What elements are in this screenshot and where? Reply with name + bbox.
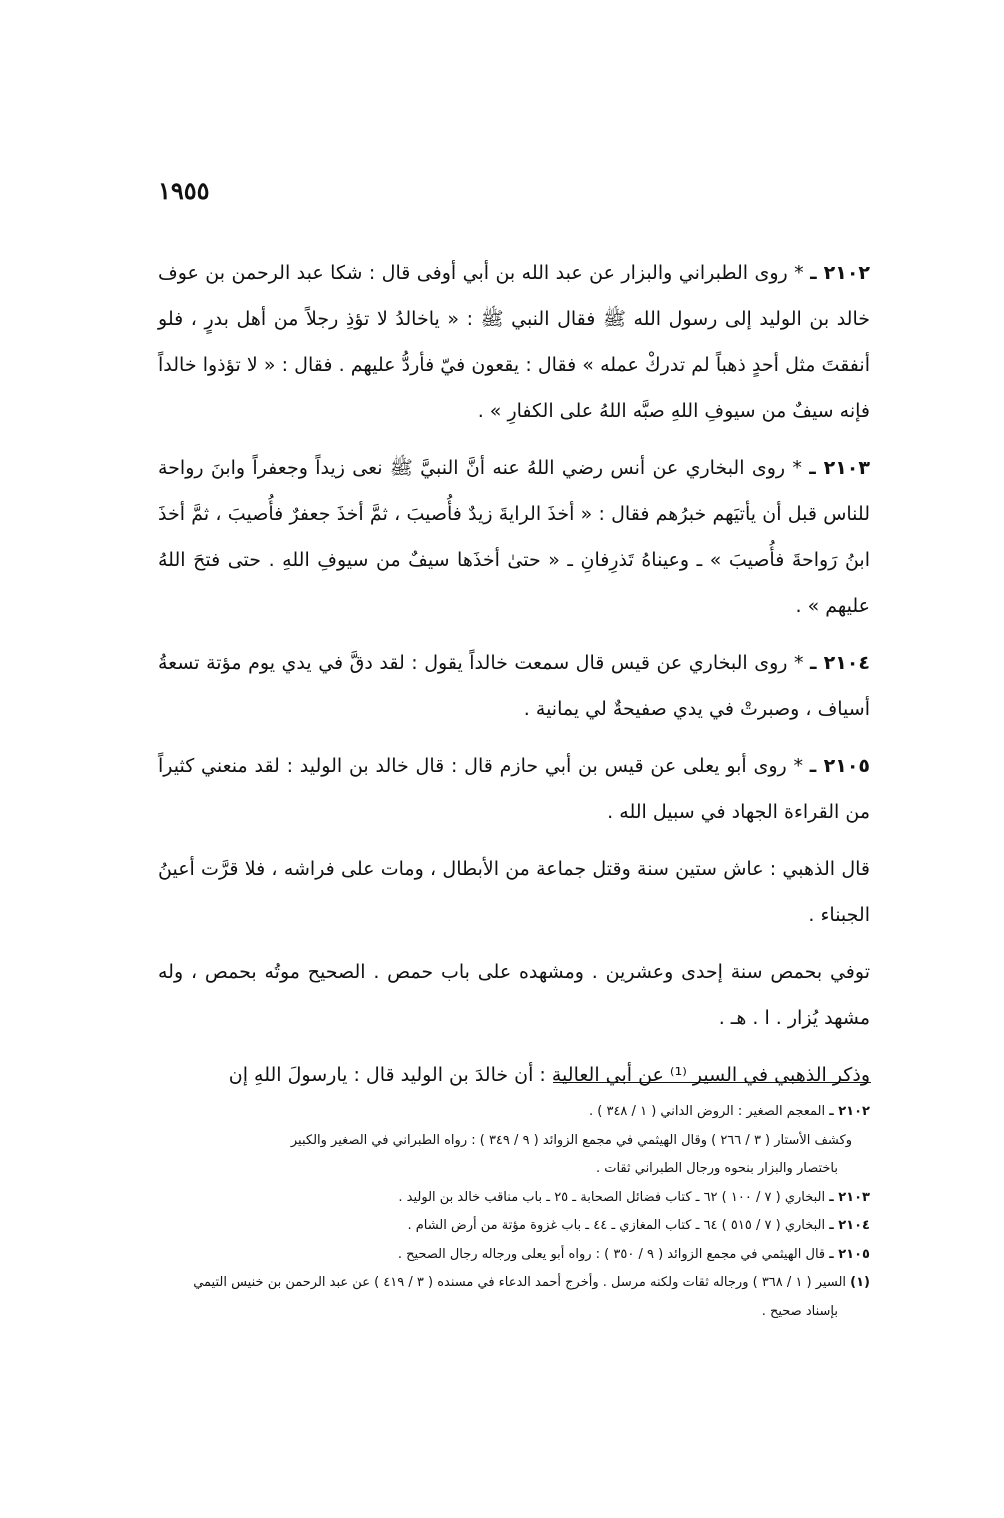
- footnote: [158, 1241, 870, 1270]
- hadith-text: * روى البخاري عن أنس رضي اللهُ عنه أنَّ النبيَّ ﷺ نعى زيداً وجعفراً وابنَ رواحة للناس قبل أن يأتيَهم خبرُهم فقال : « أخذَ الرايةَ زيدٌ فأُصيبَ ، ثمَّ أخذَ جعفرٌ فأُصيبَ ، ثمَّ أخذَ ابنُ رَواحةَ فأُصيبَ » ـ وعيناهُ تَذرِفانِ ـ « حتىٰ أخذَها سيفٌ من سيوفِ اللهِ . حتى فتحَ اللهُ عليهم » .: [158, 457, 870, 617]
- footnote: [158, 1269, 870, 1326]
- footnote-separator: [553, 1082, 871, 1083]
- hadith-text: * روى أبو يعلى عن قيس بن أبي حازم قال : قال خالد بن الوليد : لقد منعني كثيراً من القراءة الجهاد في سبيل الله .: [158, 755, 870, 823]
- main-text: [158, 250, 870, 1109]
- commentary-paragraph: [158, 846, 870, 938]
- commentary-paragraph: [158, 949, 870, 1041]
- hadith-paragraph: [158, 445, 870, 629]
- hadith-number: ٢١٠٥ ـ: [809, 755, 871, 777]
- page-number: ١٩٥٥: [158, 176, 210, 205]
- paragraph-text: وذكر الذهبي في السير ⁽¹⁾ عن أبي العالية : أن خالدَ بن الوليد قال : يارسولَ اللهِ إن: [228, 1064, 870, 1086]
- footnote-text: البخاري ( ٧ / ٥١٥ ) ٦٤ ـ كتاب المغازي ـ ٤٤ ـ باب غزوة مؤتة من أرض الشام .: [407, 1218, 830, 1233]
- footnote: [158, 1184, 870, 1213]
- hadith-number: ٢١٠٣ ـ: [809, 457, 870, 479]
- hadith-text: * روى البخاري عن قيس قال سمعت خالداً يقول : لقد دقَّ في يدي يوم مؤتة تسعةُ أسياف ، وصبرتْ في يدي صفيحةٌ لي يمانية .: [158, 652, 870, 720]
- hadith-text: * روى الطبراني والبزار عن عبد الله بن أبي أوفى قال : شكا عبد الرحمن بن عوف خالد بن الوليد إلى رسول الله ﷺ فقال النبي ﷺ : « ياخالدُ لا تؤذِ رجلاً من أهل بدرٍ ، فلو أنفقتَ مثل أحدٍ ذهباً لم تدركْ عمله » فقال : يقعون فيّ فأردُّ عليهم . فقال : « لا تؤذوا خالداً فإنه سيفٌ من سيوفِ اللهِ صبَّه اللهُ على الكفارِ » .: [158, 262, 870, 422]
- footnote: [158, 1212, 870, 1241]
- footnote-number: ٢١٠٥ ـ: [829, 1246, 870, 1262]
- footnotes: [158, 1098, 870, 1326]
- footnote-text: قال الهيثمي في مجمع الزوائد ( ٩ / ٣٥٠ ) : رواه أبو يعلى ورجاله رجال الصحيح .: [397, 1246, 830, 1262]
- commentary-paragraph: [158, 1052, 870, 1098]
- footnote-text: السير ( ١ / ٣٦٨ ) ورجاله ثقات ولكنه مرسل . وأخرج أحمد الدعاء في مسنده ( ٣ / ٤١٩ ) عن عبد الرحمن بن خنيس التيمي بإسناد صحيح .: [193, 1275, 851, 1319]
- hadith-number: ٢١٠٤ ـ: [810, 652, 870, 674]
- footnote-number: ٢١٠٣ ـ: [829, 1189, 870, 1205]
- hadith-number: ٢١٠٢ ـ: [810, 262, 871, 284]
- hadith-paragraph: [158, 640, 870, 732]
- paragraph-text: توفي بحمص سنة إحدى وعشرين . ومشهده على باب حمص . الصحيح موتُه بحمص ، وله مشهد يُزار . ا . هـ .: [158, 961, 870, 1029]
- footnote-number: (١): [850, 1275, 870, 1290]
- footnote-text: المعجم الصغير : الروض الداني ( ١ / ٣٤٨ ) .: [589, 1104, 830, 1119]
- footnote-text: باختصار والبزار بنحوه ورجال الطبراني ثقات .: [595, 1161, 838, 1176]
- hadith-paragraph: [158, 743, 870, 835]
- footnote-number: ٢١٠٤ ـ: [829, 1218, 870, 1233]
- footnote-continuation: [158, 1155, 870, 1184]
- hadith-paragraph: [158, 250, 870, 434]
- footnote-text: البخاري ( ٧ / ١٠٠ ) ٦٢ ـ كتاب فضائل الصحابة ـ ٢٥ ـ باب مناقب خالد بن الوليد .: [398, 1189, 830, 1205]
- paragraph-text: قال الذهبي : عاش ستين سنة وقتل جماعة من الأبطال ، ومات على فراشه ، فلا قرَّت أعينُ الجبناء .: [158, 858, 870, 926]
- footnote-continuation: [158, 1127, 870, 1156]
- footnote-number: ٢١٠٢ ـ: [829, 1104, 870, 1119]
- footnote: [158, 1098, 870, 1127]
- footnote-text: وكشف الأستار ( ٣ / ٢٦٦ ) وقال الهيثمي في مجمع الزوائد ( ٩ / ٣٤٩ ) : رواه الطبراني في الصغير والكبير: [290, 1132, 852, 1148]
